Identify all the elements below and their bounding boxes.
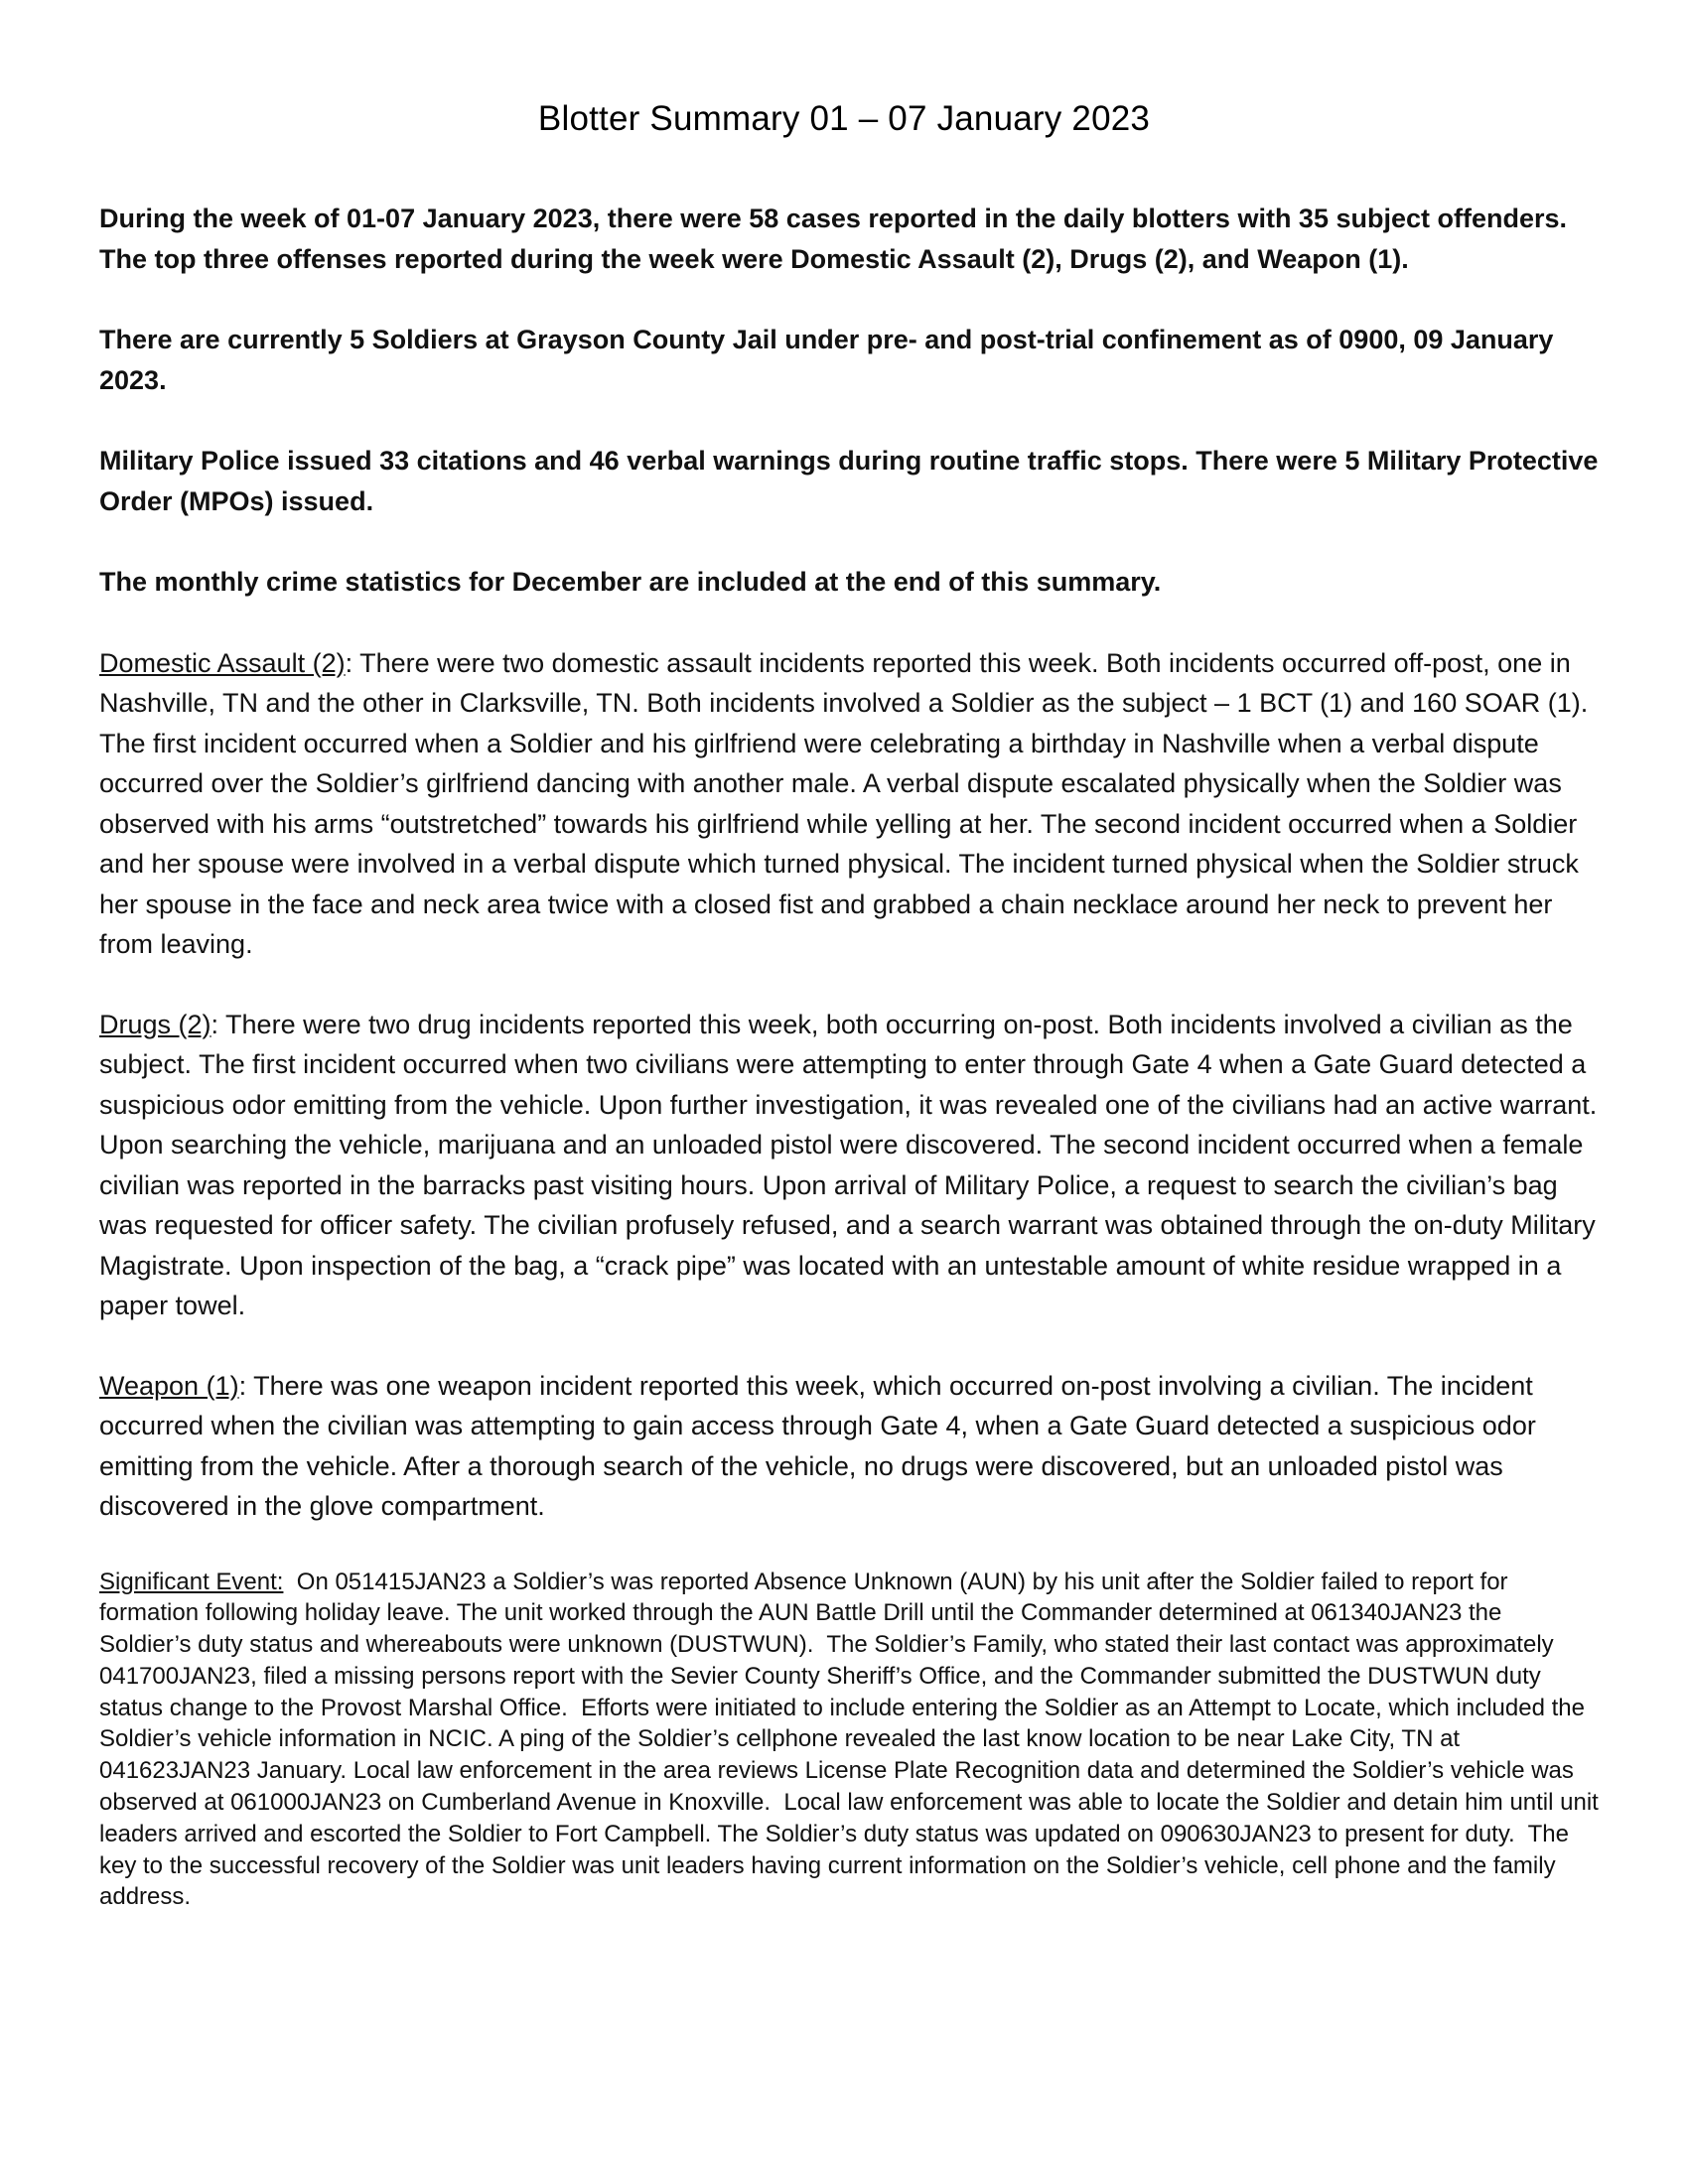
domestic-assault-text: : There were two domestic assault incidents reported this week. Both incidents occurred off-post, one in Nashville, TN and the other in Clarksville, TN. Both incidents involved a Soldier as the subject – 1 BCT (1) and 160 SOAR (1). The first incident occurred when a Soldier and his girlfriend were celebrating a birthday in Nashville when a verbal dispute occurred over the Soldier’s girlfriend dancing with another male. A verbal dispute escalated physically when the Soldier was observed with his arms “outstretched” towards his girlfriend while yelling at her. The second incident occurred when a Soldier and her spouse were involved in a verbal dispute which turned physical. The incident turned physical when the Soldier struck her spouse in the face and neck area twice with a closed fist and grabbed a chain necklace around her neck to prevent her from leaving.: [99, 647, 1589, 959]
summary-statistics-paragraph: The monthly crime statistics for December are included at the end of this summary.: [99, 567, 1162, 597]
domestic-assault-label: Domestic Assault (2): [99, 647, 346, 678]
weapon-paragraph: [99, 1366, 1599, 1527]
summary-traffic-paragraph: Military Police issued 33 citations and 46 verbal warnings during routine traffic stops. There were 5 Military Protective Order (MPOs) issued.: [99, 446, 1599, 516]
weapon-label: Weapon (1): [99, 1370, 239, 1401]
significant-event-paragraph: [99, 1567, 1606, 1914]
drugs-label: Drugs (2): [99, 1009, 211, 1039]
document-body: [99, 199, 1606, 1913]
weapon-text: : There was one weapon incident reported this week, which occurred on-post involving a civilian. The incident occurred when the civilian was attempting to gain access through Gate 4, when a Gate Guard detected a suspicious odor emitting from the vehicle. After a thorough search of the vehicle, no drugs were discovered, but an unloaded pistol was discovered in the glove compartment.: [99, 1370, 1536, 1521]
significant-event-label: Significant Event:: [99, 1568, 284, 1595]
summary-confinement-paragraph: There are currently 5 Soldiers at Grayson County Jail under pre- and post-trial confinement as of 0900, 09 January 2023.: [99, 325, 1554, 395]
domestic-assault-paragraph: [99, 643, 1599, 965]
page-title: Blotter Summary 01 – 07 January 2023: [537, 99, 1151, 138]
drugs-text: : There were two drug incidents reported this week, both occurring on-post. Both incidents involved a civilian as the subject. The first incident occurred when two civilians were attempting to enter through Gate 4 when a Gate Guard detected a suspicious odor emitting from the vehicle. Upon further investigation, it was revealed one of the civilians had an active warrant. Upon searching the vehicle, marijuana and an unloaded pistol were discovered. The second incident occurred when a female civilian was reported in the barracks past visiting hours. Upon arrival of Military Police, a request to search the civilian’s bag was requested for officer safety. The civilian profusely refused, and a search warrant was obtained through the on-duty Military Magistrate. Upon inspection of the bag, a “crack pipe” was located with an untestable amount of white residue wrapped in a paper towel.: [99, 1009, 1598, 1320]
drugs-paragraph: [99, 1005, 1599, 1326]
significant-event-text: On 051415JAN23 a Soldier’s was reported Absence Unknown (AUN) by his unit after the Soldier failed to report for formation following holiday leave. The unit worked through the AUN Battle Drill until the Commander determined at 061340JAN23 the Soldier’s duty status and whereabouts were unknown (DUSTWUN). The Soldier’s Family, who stated their last contact was approximately 041700JAN23, filed a missing persons report with the Sevier County Sheriff’s Office, and the Commander submitted the DUSTWUN duty status change to the Provost Marshal Office. Efforts were initiated to include entering the Soldier as an Attempt to Locate, which included the Soldier’s vehicle information in NCIC. A ping of the Soldier’s cellphone revealed the last know location to be near Lake City, TN at 041623JAN23 January. Local law enforcement in the area reviews License Plate Recognition data and determined the Soldier’s vehicle was observed at 061000JAN23 on Cumberland Avenue in Knoxville. Local law enforcement was able to locate the Soldier and detain him until unit leaders arrived and escorted the Soldier to Fort Campbell. The Soldier’s duty status was updated on 090630JAN23 to present for duty. The key to the successful recovery of the Soldier was unit leaders having current information on the Soldier’s vehicle, cell phone and the family address.: [99, 1568, 1606, 1911]
summary-cases-paragraph: During the week of 01-07 January 2023, there were 58 cases reported in the daily blotters with 35 subject offenders. The top three offenses reported during the week were Domestic Assault (2), Drugs (2), and Weapon (1).: [99, 204, 1568, 274]
